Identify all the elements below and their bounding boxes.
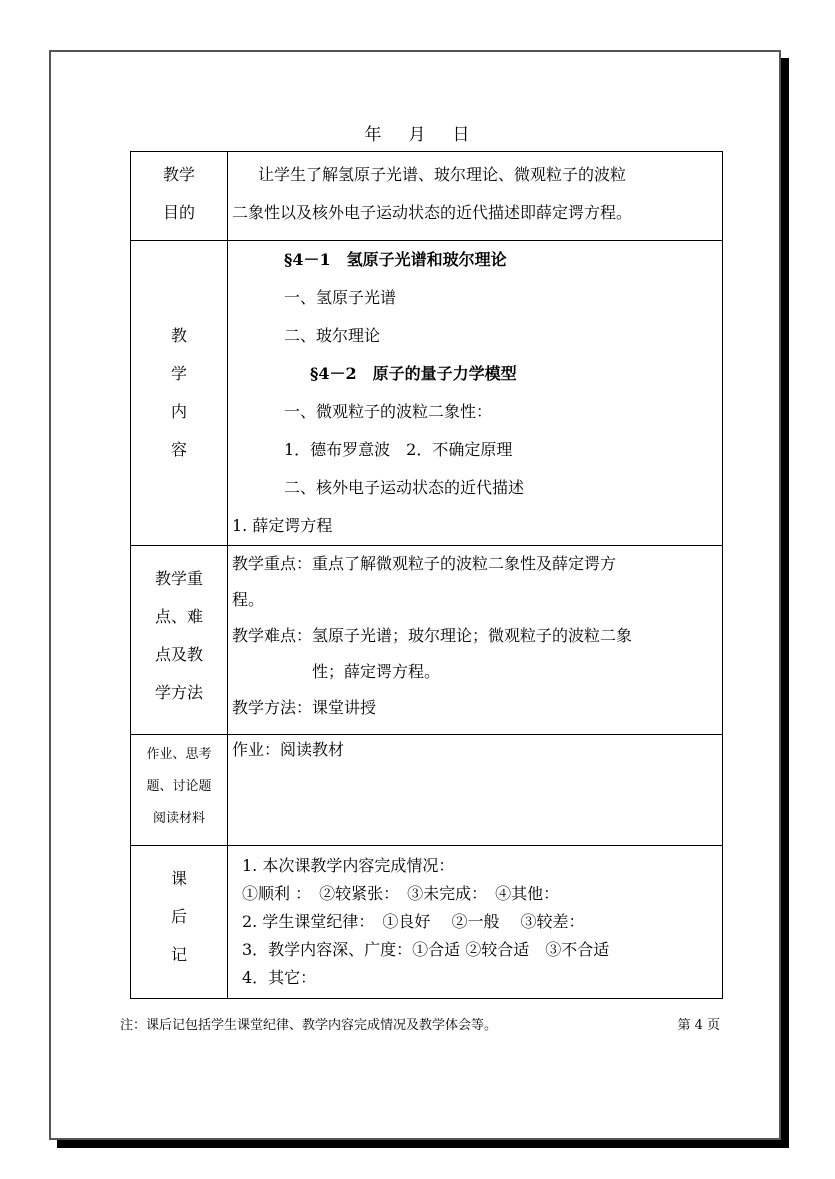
content-line-hydrogen-spectrum: 一、氢原子光谱 <box>284 288 397 307</box>
goal-text-cell <box>228 152 723 241</box>
homework-label-3: 阅读材料 <box>152 811 205 826</box>
row-content <box>131 241 723 546</box>
after-label-cell <box>131 846 228 999</box>
footnote-text: 注：课后记包括学生课堂纪律、教学内容完成情况及教学体会等。 <box>120 1018 498 1033</box>
content-section-1-heading: §4－1 氢原子光谱和玻尔理论 <box>284 250 507 269</box>
key-focus-line: 教学重点：重点了解微观粒子的波粒二象性及薛定谔方 <box>232 554 617 573</box>
goal-label-2: 目的 <box>162 203 195 222</box>
after-label-1: 课 <box>170 869 187 888</box>
homework-text-cell <box>228 735 723 846</box>
homework-line: 作业：阅读教材 <box>232 740 345 759</box>
after-line-other: 4．其它： <box>242 968 317 987</box>
content-label-1: 教 <box>170 326 187 345</box>
goal-line-1: 让学生了解氢原子光谱、玻尔理论、微观粒子的波粒 <box>258 165 627 184</box>
content-label-3: 内 <box>170 402 187 421</box>
homework-label-1: 作业、思考 <box>146 747 212 762</box>
date-day: 日 <box>452 125 471 145</box>
footnote <box>120 1014 720 1033</box>
homework-label-cell <box>131 735 228 846</box>
after-label-2: 后 <box>170 907 187 926</box>
key-label-1: 教学重 <box>154 569 203 588</box>
content-text-cell <box>228 241 723 546</box>
key-difficulty-line-cont: 性；薛定谔方程。 <box>312 662 441 681</box>
row-homework <box>131 735 723 846</box>
lesson-plan-table <box>130 151 723 999</box>
row-after-class-notes <box>131 846 723 999</box>
after-line-completion: 1. 本次课教学内容完成情况： <box>242 856 455 875</box>
key-label-3: 点及教 <box>154 645 203 664</box>
after-line-depth: 3．教学内容深、广度：①合适 ②较合适 ③不合适 <box>242 940 610 959</box>
key-focus-line-cont: 程。 <box>232 590 265 609</box>
content-label-2: 学 <box>170 364 187 383</box>
after-line-completion-options: ①顺利 ： ②较紧张： ③未完成： ④其他： <box>242 884 560 903</box>
content-line-electron-state: 二、核外电子运动状态的近代描述 <box>284 478 525 497</box>
key-text-cell <box>228 546 723 735</box>
date-year: 年 <box>364 125 383 145</box>
content-label-cell <box>131 241 228 546</box>
homework-label-2: 题、讨论题 <box>146 779 212 794</box>
after-label-3: 记 <box>170 945 187 964</box>
key-method-line: 教学方法：课堂讲授 <box>232 698 377 717</box>
content-line-bohr-theory: 二、玻尔理论 <box>284 326 381 345</box>
goal-line-2: 二象性以及核外电子运动状态的近代描述即薛定谔方程。 <box>232 203 633 222</box>
row-key-points <box>131 546 723 735</box>
content-line-schrodinger: 1. 薛定谔方程 <box>232 516 333 535</box>
date-month: 月 <box>408 125 427 145</box>
content-section-2-heading: §4－2 原子的量子力学模型 <box>310 364 517 383</box>
key-label-4: 学方法 <box>154 683 203 702</box>
page-number: 第 4 页 <box>677 1018 720 1033</box>
date-line <box>0 120 835 145</box>
content-label-4: 容 <box>170 440 187 459</box>
content-line-debroglie: 1．德布罗意波 2．不确定原理 <box>284 440 513 459</box>
content-line-wave-particle: 一、微观粒子的波粒二象性： <box>284 402 493 421</box>
goal-label-cell <box>131 152 228 241</box>
key-label-2: 点、难 <box>154 607 203 626</box>
key-label-cell <box>131 546 228 735</box>
after-line-discipline: 2. 学生课堂纪律： ①良好 ②一般 ③较差： <box>242 912 585 931</box>
after-text-cell <box>228 846 723 999</box>
goal-label-1: 教学 <box>162 165 195 184</box>
row-goal <box>131 152 723 241</box>
key-difficulty-line: 教学难点：氢原子光谱；玻尔理论；微观粒子的波粒二象 <box>232 626 633 645</box>
